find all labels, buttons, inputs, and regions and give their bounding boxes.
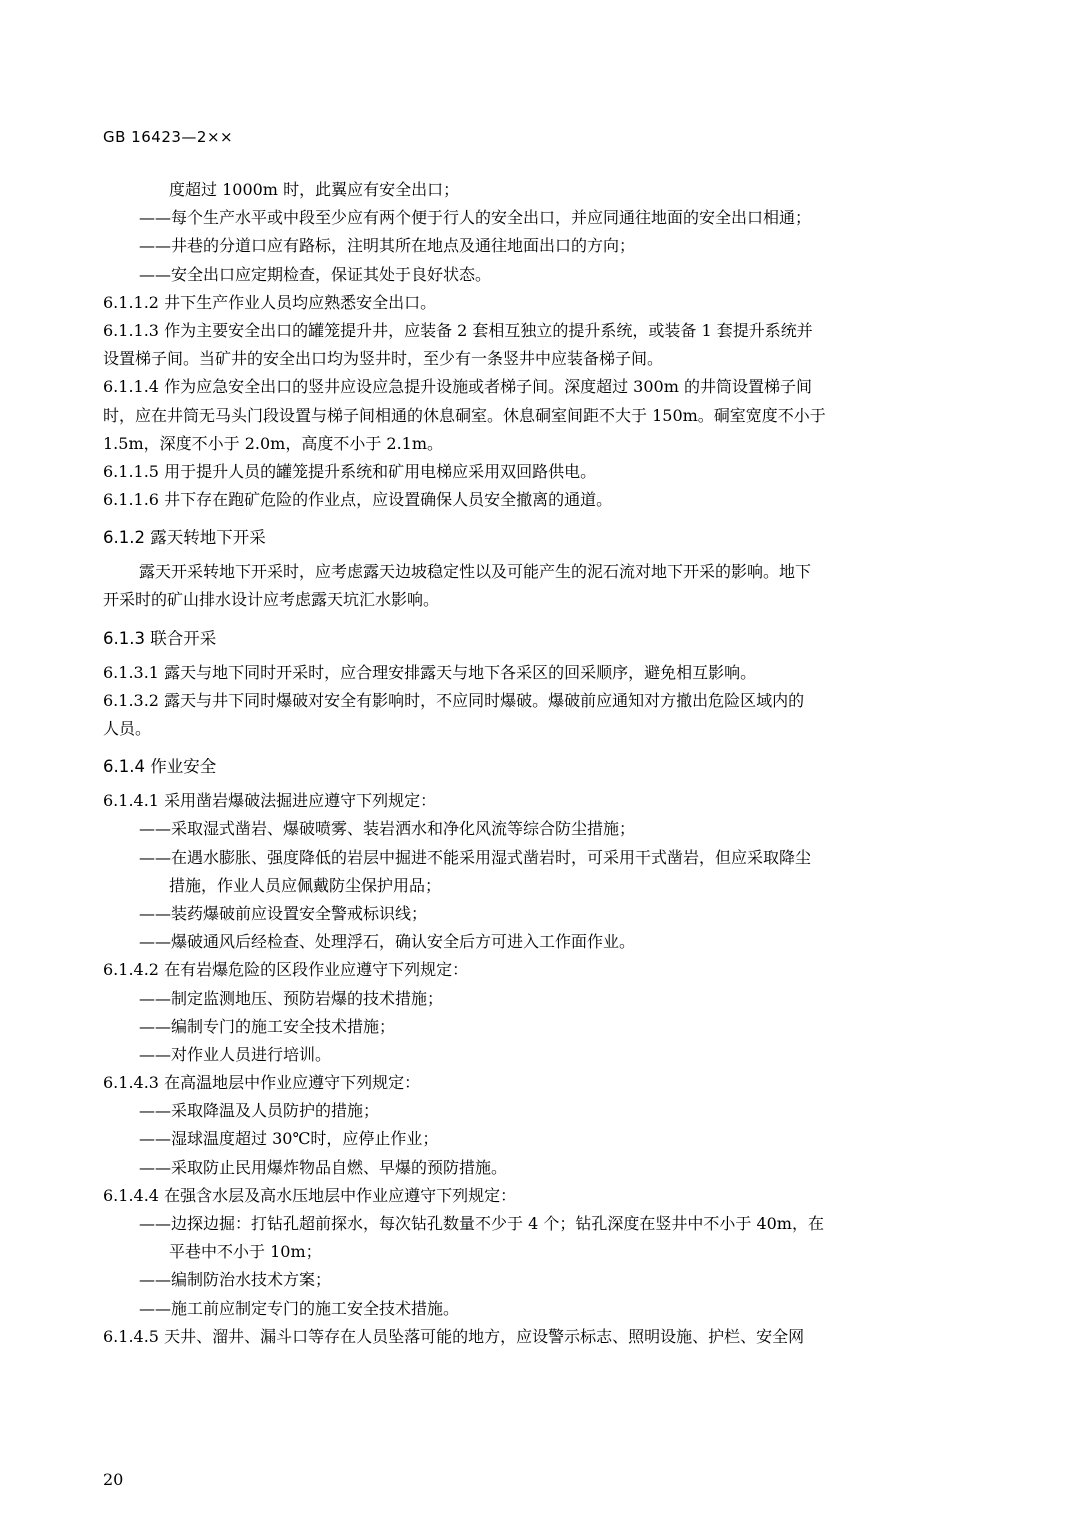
text-line: 1.5m，深度不小于 2.0m，高度不小于 2.1m。 <box>103 433 444 453</box>
text-line: 度超过 1000m 时，此翼应有安全出口； <box>169 180 460 199</box>
text-line: 开采时的矿山排水设计应考虑露天坑汇水影响。 <box>103 590 440 610</box>
text-line: 露天开采转地下开采时，应考虑露天边坡稳定性以及可能产生的泥石流对地下开采的影响。地下 <box>139 562 812 582</box>
list-item: ——制定监测地压、预防岩爆的技术措施； <box>139 988 444 1008</box>
standard-code-header: GB 16423—2×× <box>103 128 234 146</box>
text-line: 6.1.1.6 井下存在跑矿危险的作业点，应设置确保人员安全撤离的通道。 <box>103 490 613 510</box>
list-item: ——施工前应制定专门的施工安全技术措施。 <box>139 1298 460 1318</box>
list-item: ——对作业人员进行培训。 <box>139 1044 332 1064</box>
text-line: 6.1.4.2 在有岩爆危险的区段作业应遵守下列规定： <box>103 960 469 980</box>
page-number: 20 <box>103 1470 124 1489</box>
list-item: ——装药爆破前应设置安全警戒标识线； <box>139 903 428 923</box>
list-item: ——编制防治水技术方案； <box>139 1270 332 1290</box>
section-6-1-2-body <box>103 558 943 614</box>
list-item: ——采取防止民用爆炸物品自燃、早爆的预防措施。 <box>139 1157 508 1177</box>
text-line: 6.1.3.2 露天与井下同时爆破对安全有影响时，不应同时爆破。爆破前应通知对方撤出危险区域内的 <box>103 690 805 710</box>
section-6-1-4-body <box>103 787 943 1351</box>
text-line: 6.1.4.3 在高温地层中作业应遵守下列规定： <box>103 1073 421 1093</box>
text-line: 人员。 <box>103 719 152 738</box>
text-line: 6.1.1.3 作为主要安全出口的罐笼提升井，应装备 2 套相互独立的提升系统，或装备 1 套提升系统并 <box>103 320 813 340</box>
text-line: 6.1.1.5 用于提升人员的罐笼提升系统和矿用电梯应采用双回路供电。 <box>103 461 597 481</box>
heading-6-1-3: 6.1.3 联合开采 <box>103 628 217 648</box>
text-line: 6.1.4.5 天井、溜井、漏斗口等存在人员坠落可能的地方，应设警示标志、照明设施、护栏、安全网 <box>103 1326 805 1346</box>
section-6-1-3-body <box>103 659 943 744</box>
list-item: ——安全出口应定期检查，保证其处于良好状态。 <box>139 264 492 284</box>
list-item: ——边探边掘：打钻孔超前探水，每次钻孔数量不少于 4 个；钻孔深度在竖井中不小于 40m，在 <box>139 1214 824 1233</box>
list-item: ——井巷的分道口应有路标，注明其所在地点及通往地面出口的方向； <box>139 236 636 256</box>
list-item: ——湿球温度超过 30℃时，应停止作业； <box>139 1129 439 1149</box>
list-item: ——在遇水膨胀、强度降低的岩层中掘进不能采用湿式凿岩时，可采用干式凿岩，但应采取降尘 <box>139 847 812 867</box>
section-6-1-1-continued <box>103 176 943 514</box>
text-line: 6.1.1.4 作为应急安全出口的竖井应设应急提升设施或者梯子间。深度超过 300m 的井筒设置梯子间 <box>103 377 812 397</box>
text-line: 6.1.1.2 井下生产作业人员均应熟悉安全出口。 <box>103 292 437 312</box>
text-line: 时，应在井筒无马头门段设置与梯子间相通的休息硐室。休息硐室间距不大于 150m。硐室宽度不小于 <box>103 405 826 425</box>
list-item: ——采取降温及人员防护的措施； <box>139 1101 380 1121</box>
list-item: ——每个生产水平或中段至少应有两个便于行人的安全出口，并应同通往地面的安全出口相通； <box>139 208 812 228</box>
text-line: 6.1.4.1 采用凿岩爆破法掘进应遵守下列规定： <box>103 791 437 811</box>
text-line: 平巷中不小于 10m； <box>169 1242 322 1262</box>
list-item: ——爆破通风后经检查、处理浮石，确认安全后方可进入工作面作业。 <box>139 932 636 952</box>
text-line: 6.1.4.4 在强含水层及高水压地层中作业应遵守下列规定： <box>103 1185 517 1205</box>
heading-6-1-2: 6.1.2 露天转地下开采 <box>103 528 266 548</box>
text-line: 措施，作业人员应佩戴防尘保护用品； <box>169 875 442 895</box>
list-item: ——采取湿式凿岩、爆破喷雾、装岩洒水和净化风流等综合防尘措施； <box>139 819 636 839</box>
page-body <box>103 176 943 1351</box>
list-item: ——编制专门的施工安全技术措施； <box>139 1016 396 1036</box>
text-line: 6.1.3.1 露天与地下同时开采时，应合理安排露天与地下各采区的回采顺序，避免相互影响。 <box>103 662 757 682</box>
text-line: 设置梯子间。当矿井的安全出口均为竖井时，至少有一条竖井中应装备梯子间。 <box>103 349 664 369</box>
heading-6-1-4: 6.1.4 作业安全 <box>103 757 217 777</box>
